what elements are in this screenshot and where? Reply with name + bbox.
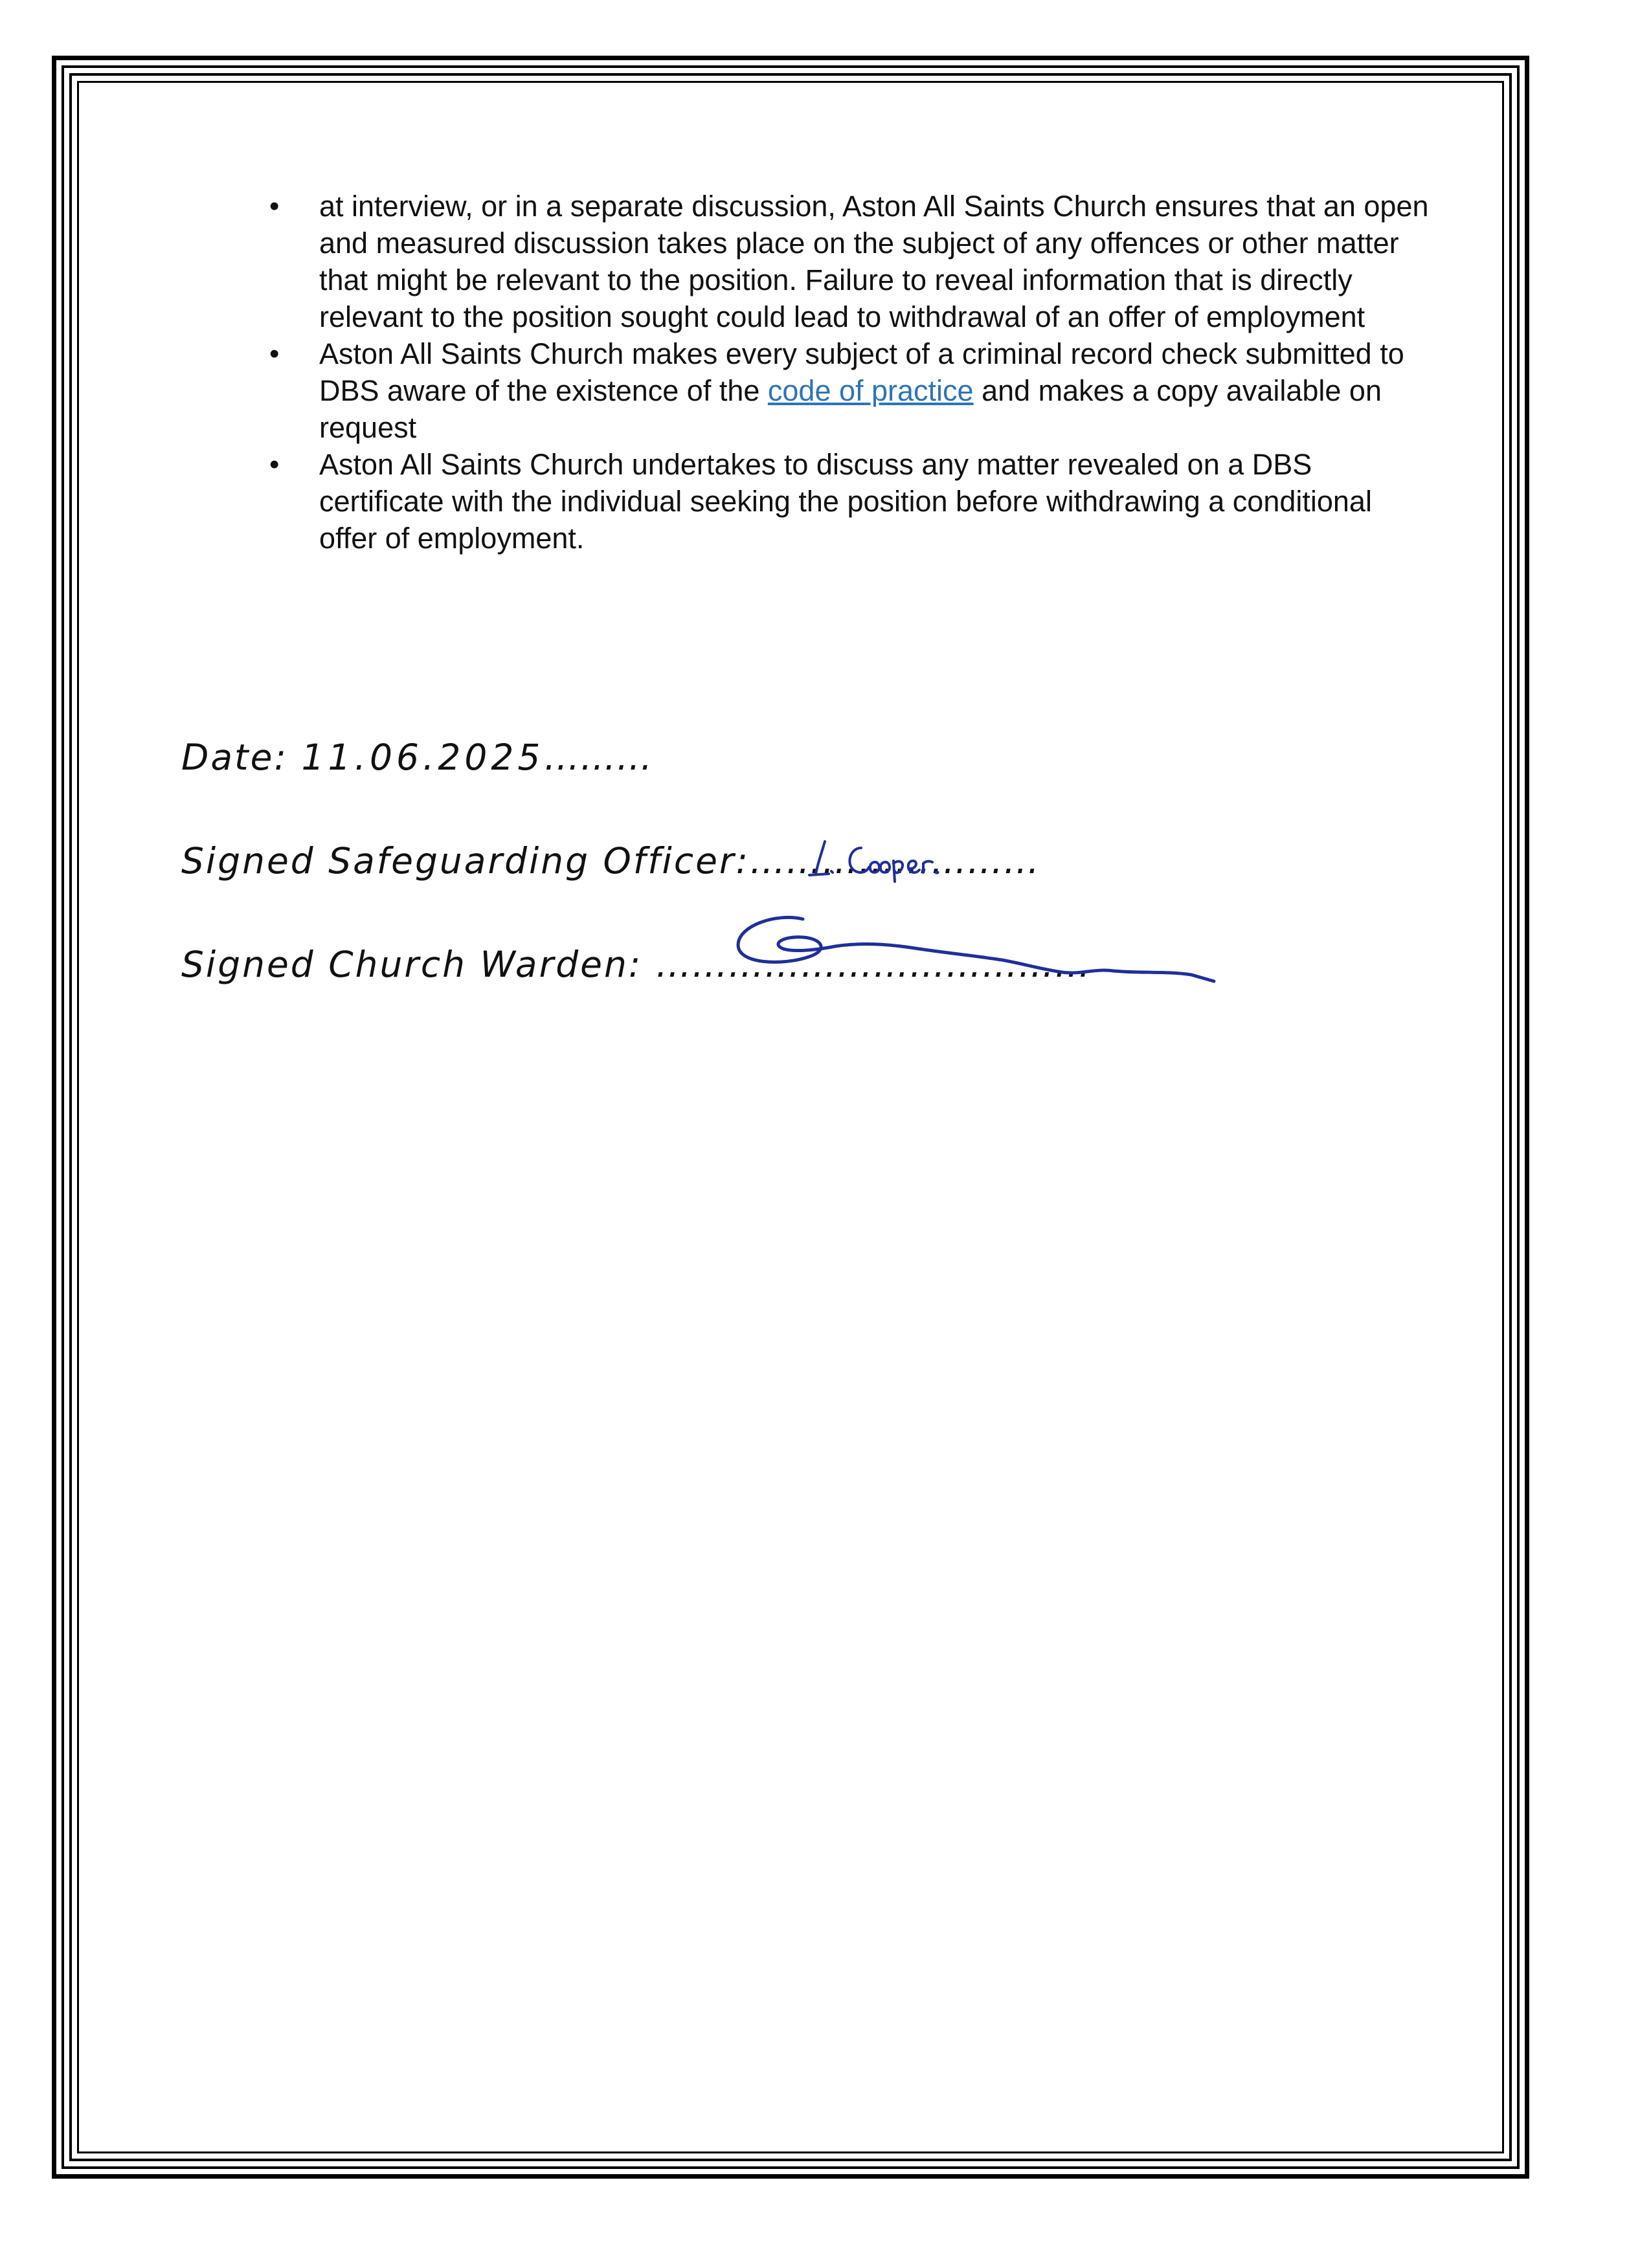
date-value: 11.06.2025 <box>301 737 545 778</box>
bullet-icon: • <box>269 449 280 480</box>
safeguarding-officer-label: Signed Safeguarding Officer: <box>181 840 750 882</box>
list-item <box>267 335 1433 446</box>
church-warden-dots: ……………………………… <box>655 944 1091 985</box>
bullet-text: and makes a copy available on request <box>319 374 1382 444</box>
bullet-icon: • <box>269 190 280 222</box>
church-warden-signature <box>725 906 1230 1010</box>
bullet-text: Aston All Saints Church makes every subject of a criminal record check submitted to DBS aware of the existence of the <box>319 337 1404 407</box>
bullet-text: Aston All Saints Church undertakes to discuss any matter revealed on a DBS certificate with the individual seeking the position before withdrawing a conditional offer of employment. <box>319 448 1372 555</box>
bullet-icon: • <box>269 338 280 370</box>
safeguarding-dots: …………………… <box>750 840 1040 882</box>
church-warden-label: Signed Church Warden: <box>181 944 643 985</box>
code-of-practice-link[interactable]: code of practice <box>767 374 974 407</box>
date-label: Date: <box>181 737 288 778</box>
list-item <box>267 446 1433 557</box>
bullet-text: at interview, or in a separate discussion, Aston All Saints Church ensures that an open and measured discussion takes place on the subject of any offences or other matter that might be relevant to the position. Failure to reveal information that is directly relevant to the position sought could lead to withdrawal of an offer of employment <box>319 190 1429 333</box>
list-item <box>267 188 1433 335</box>
bullet-list <box>267 188 1433 557</box>
date-line <box>181 737 653 778</box>
date-dots: ……… <box>544 737 653 778</box>
safeguarding-officer-signature <box>803 835 997 887</box>
